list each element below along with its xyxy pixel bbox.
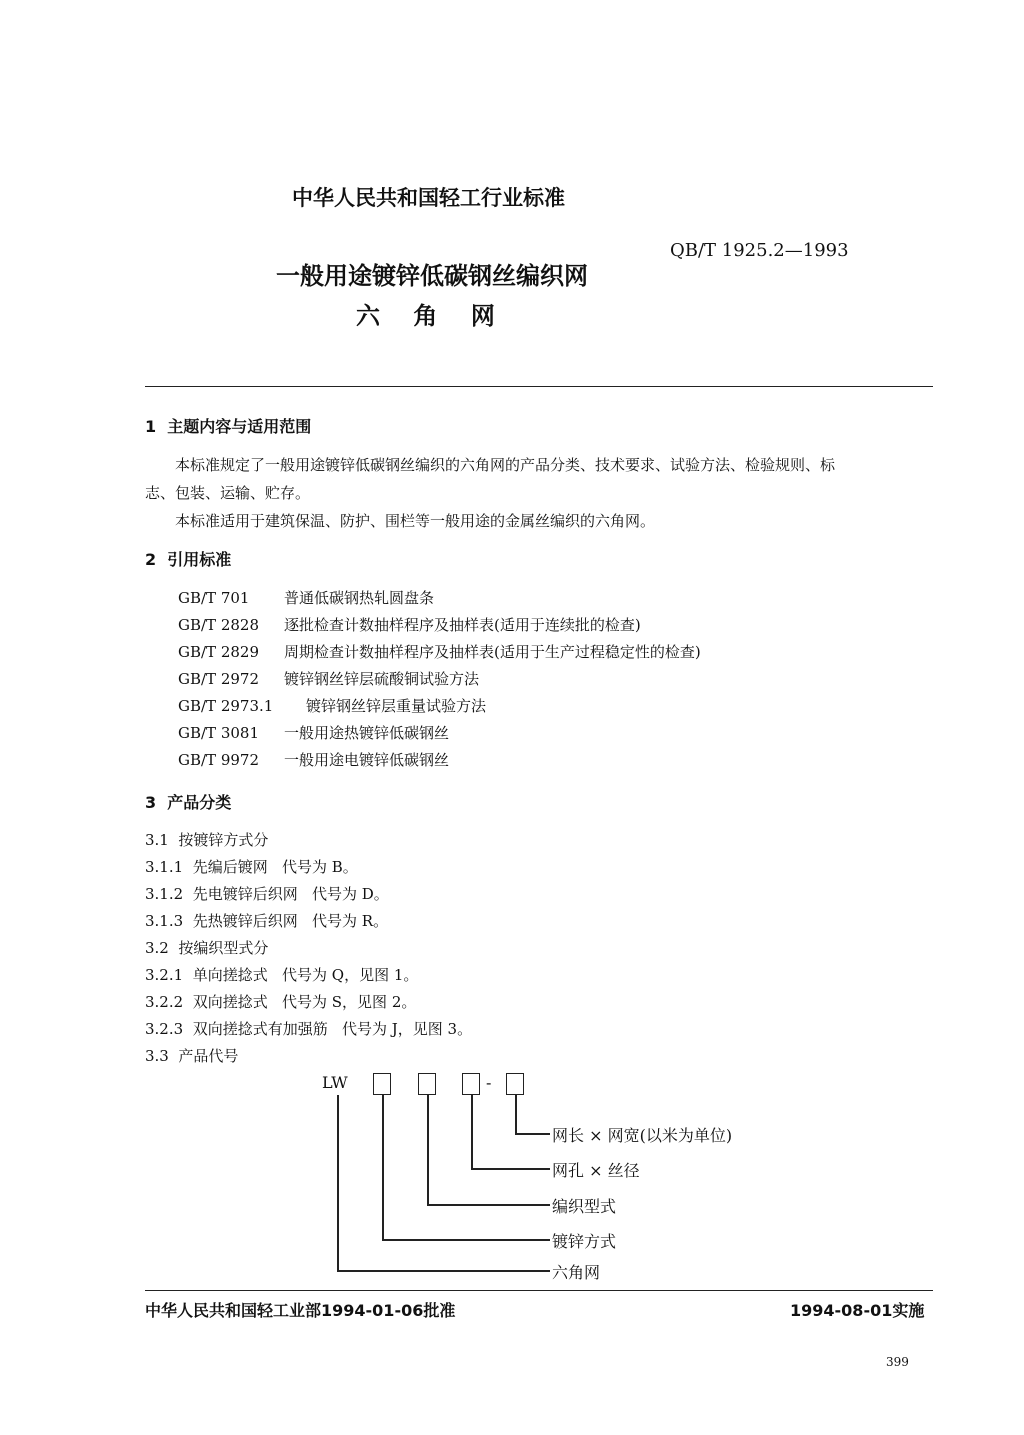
section-2-heading: 2 引用标准	[145, 550, 232, 569]
reference-code: GB/T 701	[178, 589, 250, 607]
leader-line	[427, 1095, 429, 1204]
reference-title: 一般用途热镀锌低碳钢丝	[284, 724, 450, 742]
reference-title: 一般用途电镀锌低碳钢丝	[284, 751, 450, 769]
page-number: 399	[886, 1355, 909, 1369]
clause-3-2: 3.2 按编织型式分	[145, 939, 269, 957]
reference-code: GB/T 2828	[178, 616, 260, 634]
leader-line	[515, 1133, 550, 1135]
reference-code: GB/T 9972	[178, 751, 260, 769]
document-title: 一般用途镀锌低碳钢丝编织网	[276, 262, 588, 290]
clause-3-2-1: 3.2.1 单向搓捻式 代号为 Q，见图 1。	[145, 966, 419, 984]
reference-title: 普通低碳钢热轧圆盘条	[284, 589, 435, 607]
code-dash: -	[486, 1073, 492, 1092]
code-prefix: LW	[322, 1073, 348, 1092]
section-1-paragraph-1-line-1: 本标准规定了一般用途镀锌低碳钢丝编织的六角网的产品分类、技术要求、试验方法、检验规则、标	[175, 456, 836, 474]
reference-item	[178, 749, 449, 770]
reference-code: GB/T 3081	[178, 724, 260, 742]
reference-item	[178, 722, 449, 743]
leader-line	[427, 1204, 550, 1206]
reference-item	[178, 587, 434, 608]
clause-3-2-3: 3.2.3 双向搓捻式有加强筋 代号为 J，见图 3。	[145, 1020, 473, 1038]
clause-3-1-1: 3.1.1 先编后镀网 代号为 B。	[145, 858, 358, 876]
clause-3-3: 3.3 产品代号	[145, 1047, 239, 1065]
issuer-title: 中华人民共和国轻工行业标准	[292, 186, 565, 210]
leader-line	[471, 1095, 473, 1168]
section-1-heading: 1 主题内容与适用范围	[145, 417, 312, 436]
reference-title: 逐批检查计数抽样程序及抽样表(适用于连续批的检查)	[284, 616, 641, 634]
clause-3-1: 3.1 按镀锌方式分	[145, 831, 269, 849]
effective-date: 1994-08-01实施	[790, 1301, 925, 1320]
clause-3-2-2: 3.2.2 双向搓捻式 代号为 S，见图 2。	[145, 993, 417, 1011]
leader-line	[337, 1095, 339, 1270]
document-subtitle: 六 角 网	[356, 302, 495, 330]
leader-line	[337, 1270, 550, 1272]
standard-code: QB/T 1925.2—1993	[670, 240, 849, 261]
code-box-galvanizing	[373, 1073, 391, 1095]
header-divider	[145, 386, 933, 387]
leader-line	[382, 1239, 550, 1241]
leader-line	[382, 1095, 384, 1239]
reference-code: GB/T 2972	[178, 670, 260, 688]
label-galvanizing: 镀锌方式	[552, 1232, 617, 1251]
reference-title: 周期检查计数抽样程序及抽样表(适用于生产过程稳定性的检查)	[284, 643, 701, 661]
label-hexagonal: 六角网	[552, 1263, 601, 1282]
reference-title: 镀锌钢丝锌层硫酸铜试验方法	[284, 670, 480, 688]
section-1-paragraph-2: 本标准适用于建筑保温、防护、围栏等一般用途的金属丝编织的六角网。	[175, 512, 656, 530]
label-mesh: 网孔 × 丝径	[552, 1161, 640, 1180]
reference-code: GB/T 2973.1	[178, 697, 274, 715]
section-3-heading: 3 产品分类	[145, 793, 232, 812]
approval-note: 中华人民共和国轻工业部1994-01-06批准	[145, 1301, 456, 1320]
reference-title: 镀锌钢丝锌层重量试验方法	[306, 697, 487, 715]
clause-3-1-3: 3.1.3 先热镀锌后织网 代号为 R。	[145, 912, 389, 930]
label-weave: 编织型式	[552, 1197, 617, 1216]
label-size: 网长 × 网宽(以米为单位)	[552, 1126, 733, 1145]
code-box-size	[506, 1073, 524, 1095]
footer-divider	[145, 1290, 933, 1291]
reference-item	[178, 668, 479, 689]
reference-item	[178, 614, 641, 635]
clause-3-1-2: 3.1.2 先电镀锌后织网 代号为 D。	[145, 885, 389, 903]
code-box-weave	[418, 1073, 436, 1095]
section-1-paragraph-1-line-2: 志、包装、运输、贮存。	[145, 484, 311, 502]
leader-line	[515, 1095, 517, 1133]
reference-item	[178, 695, 486, 716]
reference-item	[178, 641, 701, 662]
reference-code: GB/T 2829	[178, 643, 260, 661]
leader-line	[471, 1168, 550, 1170]
code-box-mesh	[462, 1073, 480, 1095]
